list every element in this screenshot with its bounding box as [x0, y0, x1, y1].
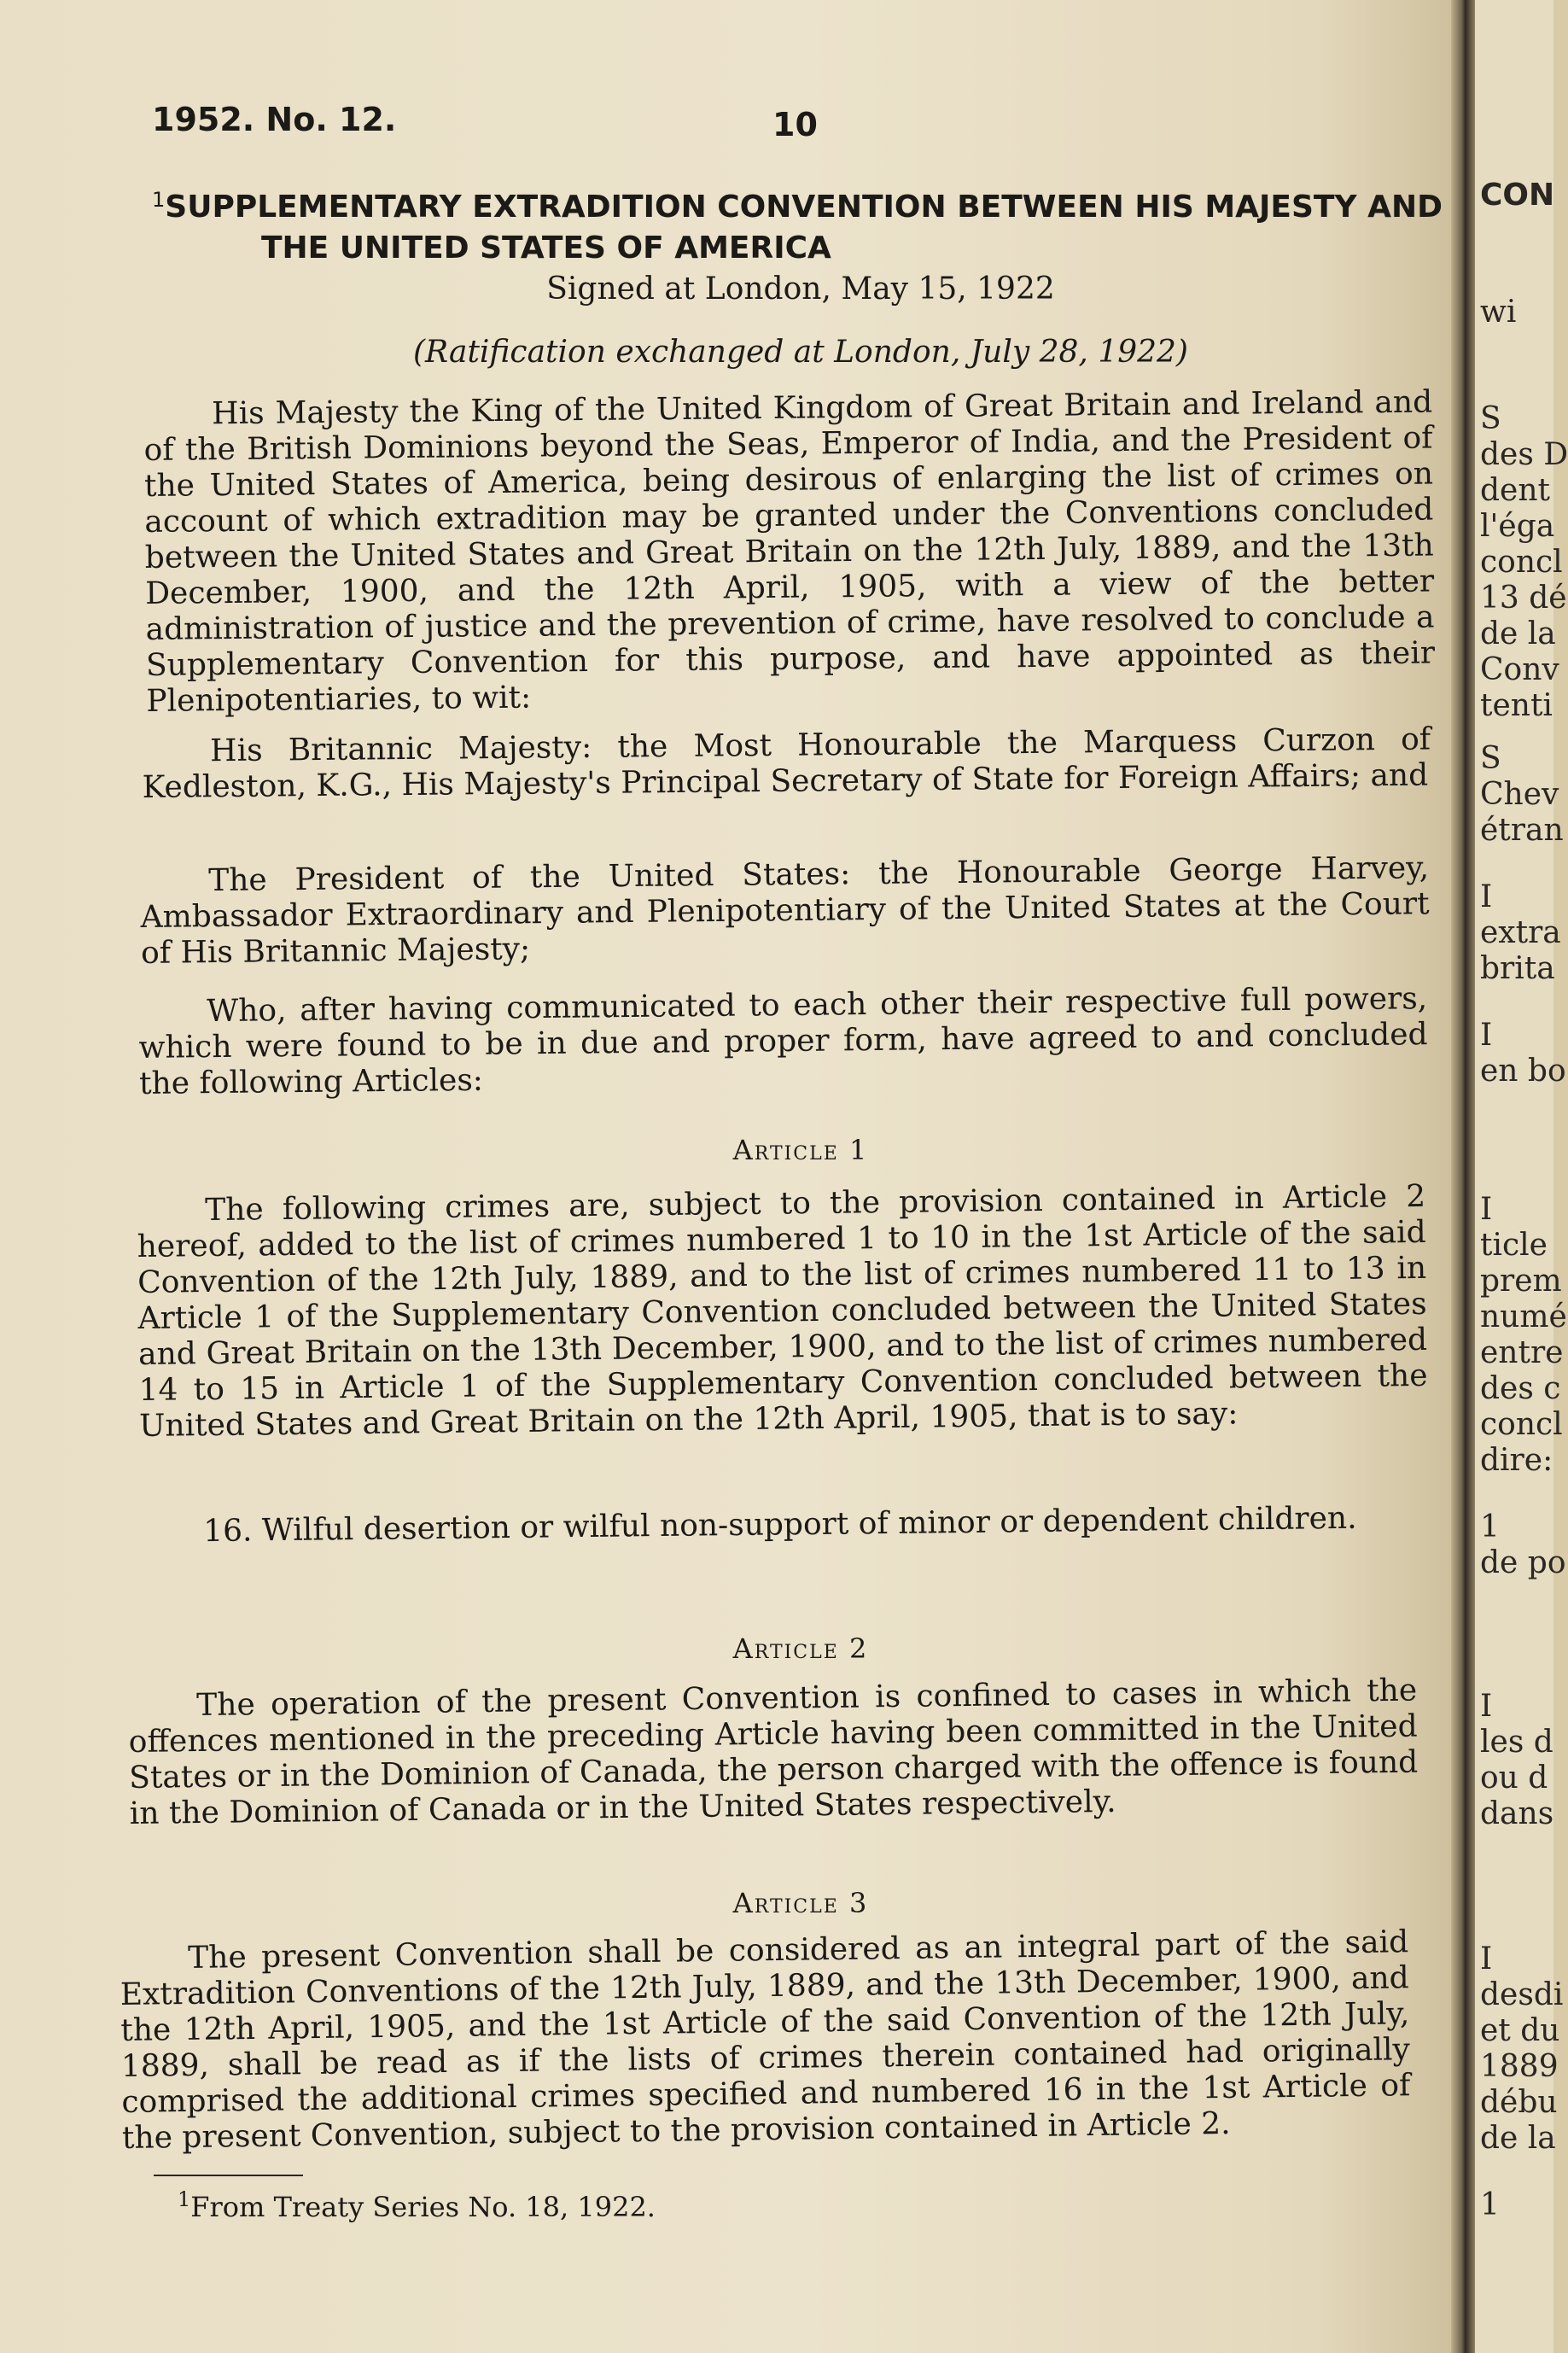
- facing-fragment: concl: [1480, 545, 1563, 580]
- facing-fragment: Conv: [1480, 652, 1559, 687]
- facing-fragment: entre: [1480, 1335, 1564, 1370]
- facing-fragment: 1889: [1480, 2049, 1559, 2084]
- facing-fragment: brita: [1480, 951, 1555, 986]
- title-line-2: THE UNITED STATES OF AMERICA: [261, 231, 831, 266]
- facing-fragment: 1: [1480, 2187, 1500, 2222]
- facing-fragment: étran: [1480, 813, 1564, 848]
- ratification-line: (Ratification exchanged at London, July 28, 1922): [413, 335, 1188, 370]
- title-line-1: SUPPLEMENTARY EXTRADITION CONVENTION BETWEEN HIS MAJESTY AND: [165, 190, 1443, 225]
- article-heading: Article 2: [732, 1632, 869, 1665]
- facing-fragment: I: [1480, 879, 1493, 914]
- facing-fragment: S: [1480, 741, 1501, 776]
- preamble-paragraph: His Britannic Majesty: the Most Honourable the Marquess Curzon of Kedleston, K.G., His Majesty's Principal Secretary of State for Foreign Affairs; and: [142, 721, 1431, 805]
- article-paragraph: 16. Wilful desertion or wilful non-support of minor or dependent children.: [202, 1500, 1357, 1550]
- facing-fragment: de la: [1480, 2121, 1556, 2156]
- facing-fragment: ticle: [1480, 1228, 1548, 1263]
- facing-fragment: I: [1480, 1941, 1493, 1976]
- article-paragraph: The operation of the present Convention is confined to cases in which the offences mentioned in the preceding Article having been committed in the United States or in the Dominion of Canada, the person charged with the offence is found in the Dominion of Canada or in the United States respectively.: [128, 1673, 1419, 1831]
- facing-fragment: en bo: [1480, 1054, 1566, 1089]
- preamble-paragraph: Who, after having communicated to each other their respective full powers, which were found to be in due and proper form, have agreed to and concluded the following Articles:: [138, 981, 1428, 1101]
- book-gutter: [1451, 0, 1475, 2353]
- facing-fragment: les d: [1480, 1725, 1553, 1760]
- facing-fragment: 1: [1480, 1509, 1500, 1544]
- facing-fragment: concl: [1480, 1407, 1563, 1442]
- article-heading: Article 1: [732, 1134, 869, 1166]
- facing-fragment: I: [1480, 1018, 1493, 1053]
- facing-fragment: des D: [1480, 437, 1568, 472]
- facing-fragment: Chev: [1480, 777, 1559, 812]
- facing-fragment: ou d: [1480, 1760, 1548, 1795]
- facing-fragment: extra: [1480, 915, 1561, 950]
- signed-line: Signed at London, May 15, 1922: [546, 272, 1055, 307]
- footnote-rule: [154, 2175, 303, 2176]
- facing-fragment: 13 dé: [1480, 581, 1567, 616]
- facing-fragment: débu: [1480, 2085, 1558, 2120]
- article-heading: Article 3: [732, 1887, 869, 1919]
- preamble-paragraph: The President of the United States: the Honourable George Harvey, Ambassador Extraordinary and Plenipotentiary of the United States at the Court of His Britannic Majesty;: [140, 850, 1430, 971]
- running-header: 1952. No. 12.: [152, 101, 397, 138]
- footnote-text: From Treaty Series No. 18, 1922.: [190, 2191, 656, 2223]
- footnote: [178, 2187, 656, 2223]
- facing-fragment: tenti: [1480, 688, 1553, 723]
- facing-fragment: CON: [1480, 178, 1555, 213]
- preamble-paragraph: His Majesty the King of the United Kingdom of Great Britain and Ireland and of the British Dominions beyond the Seas, Emperor of India, and the President of the United States of America, being desirous of enlarging the list of crimes on account of which extradition may be granted under the Conventions concluded between the United States and Great Britain on the 12th July, 1889, and the 13th December, 1900, and the 12th April, 1905, with a view of the better administration of justice and the prevention of crime, have resolved to conclude a Supplementary Convention for this purpose, and have appointed as their Plenipotentiaries, to wit:: [143, 384, 1436, 719]
- facing-fragment: S: [1480, 401, 1501, 436]
- article-paragraph: The following crimes are, subject to the provision contained in Article 2 hereof, added to the list of crimes numbered 1 to 10 in the 1st Article of the said Convention of the 12th July, 1889, and to the list of crimes numbered 11 to 13 in Article 1 of the Supplementary Convention concluded between the United States and Great Britain on the 13th December, 1900, and to the list of crimes numbered 14 to 15 in Article 1 of the Supplementary Convention concluded between the United States and Great Britain on the 12th April, 1905, that is to say:: [137, 1178, 1428, 1444]
- facing-fragment: de po: [1480, 1545, 1566, 1580]
- facing-fragment: prem: [1480, 1264, 1562, 1299]
- document-title: [152, 179, 1449, 269]
- page-number: 10: [772, 106, 818, 143]
- footnote-marker: 1: [178, 2187, 191, 2211]
- facing-fragment: desdi: [1480, 1977, 1564, 2012]
- facing-fragment: wi: [1480, 295, 1517, 330]
- title-footnote-marker: 1: [152, 188, 166, 212]
- facing-fragment: numé: [1480, 1299, 1567, 1334]
- facing-page-edge: [1475, 0, 1568, 2353]
- facing-fragment: dans: [1480, 1796, 1554, 1831]
- facing-fragment: des c: [1480, 1371, 1561, 1406]
- facing-fragment: I: [1480, 1689, 1493, 1724]
- facing-fragment: dire:: [1480, 1443, 1553, 1478]
- facing-fragment: de la: [1480, 616, 1556, 651]
- facing-fragment: l'éga: [1480, 509, 1555, 544]
- facing-fragment: et du: [1480, 2013, 1560, 2048]
- facing-fragment: I: [1480, 1192, 1493, 1227]
- article-paragraph: The present Convention shall be considered as an integral part of the said Extradition Conventions of the 12th July, 1889, and the 13th December, 1900, and the 12th April, 1905, and the 1st Article of the said Convention of the 12th July, 1889, shall be read as if the lists of crimes therein contained had originally comprised the additional crimes specified and numbered 16 in the 1st Article of the present Convention, subject to the provision contained in Article 2.: [119, 1924, 1411, 2156]
- facing-fragment: dent: [1480, 473, 1551, 508]
